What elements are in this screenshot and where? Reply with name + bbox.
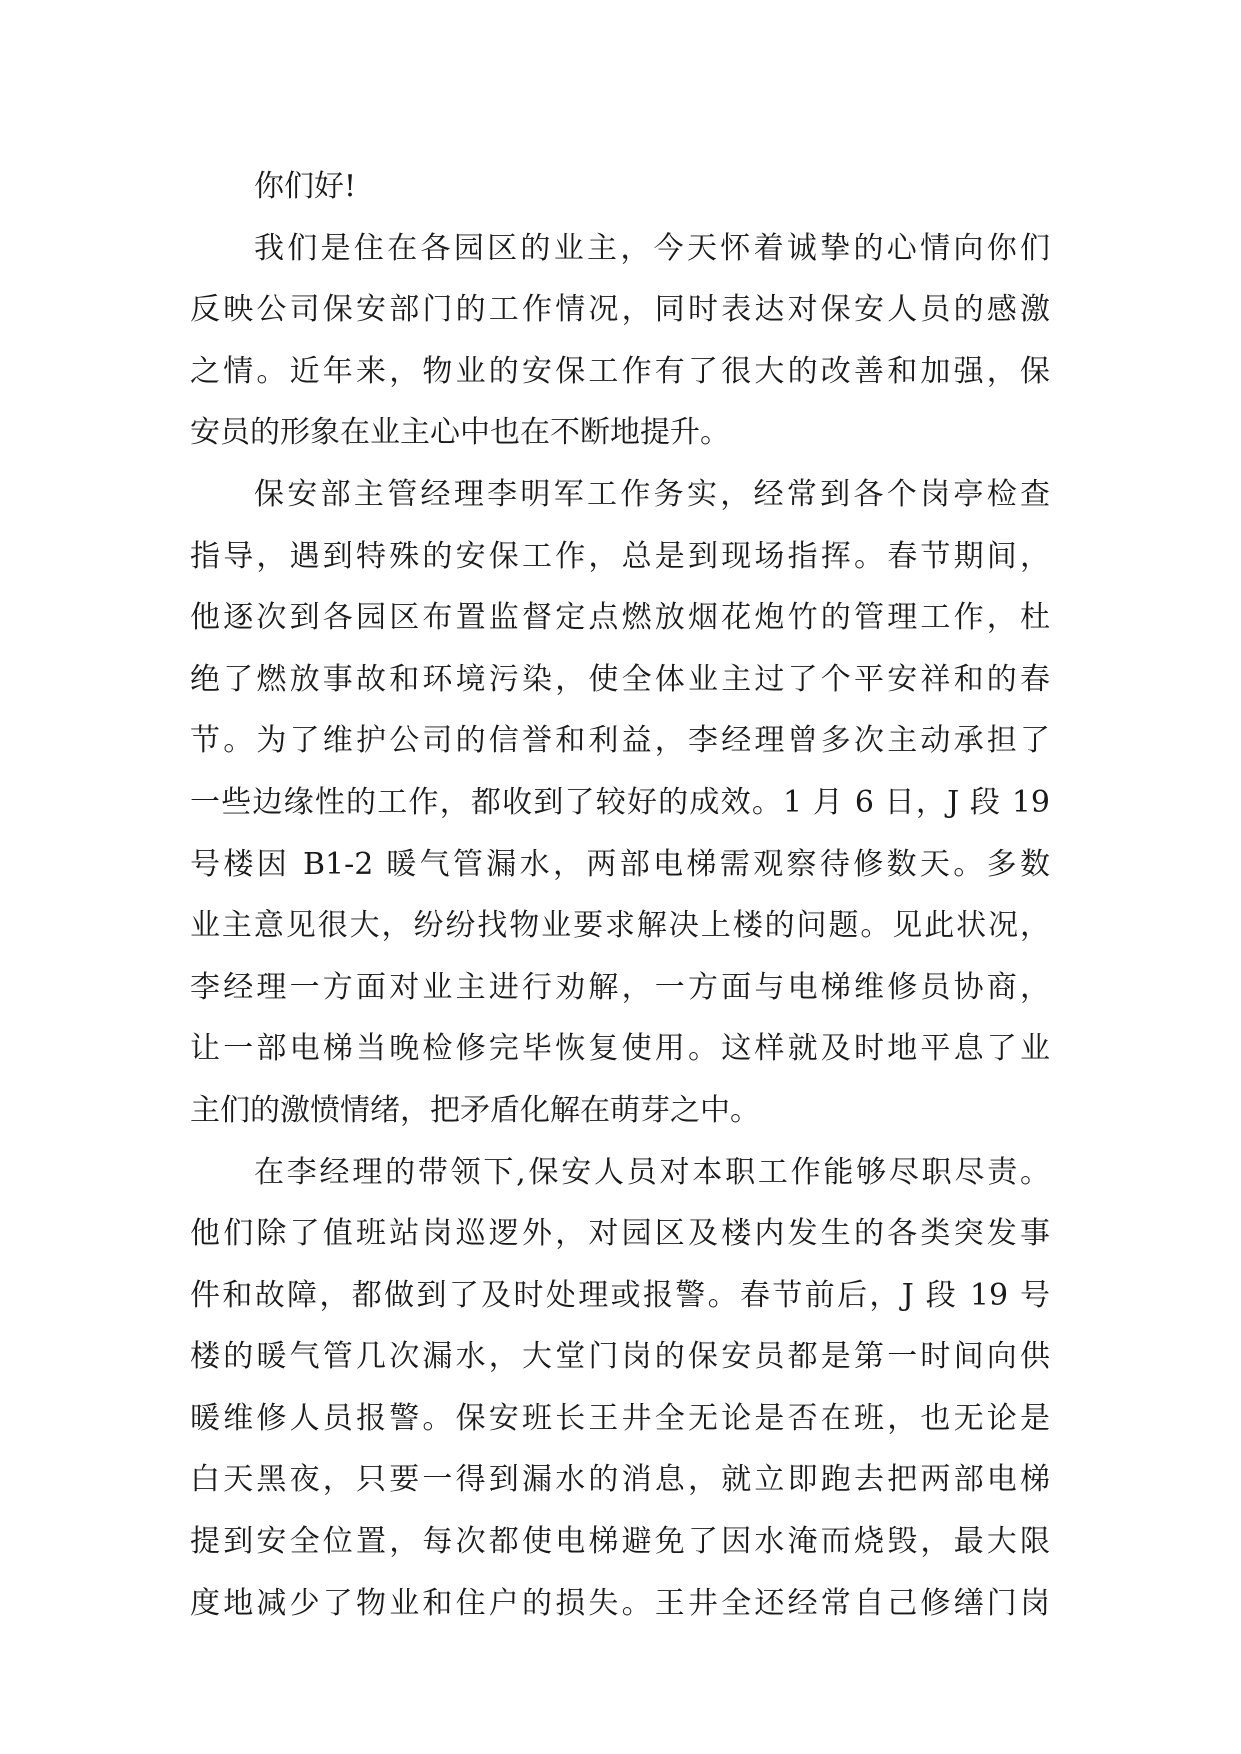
paragraph-line: 李经理一方面对业主进行劝解，一方面与电梯维修员协商， (190, 969, 1050, 1005)
paragraph-line: 暖维修人员报警。保安班长王井全无论是否在班，也无论是 (190, 1400, 1050, 1436)
paragraph-line: 件和故障，都做到了及时处理或报警。春节前后，J 段 19 号 (190, 1277, 1050, 1313)
paragraph-line: 之情。近年来，物业的安保工作有了很大的改善和加强，保 (190, 353, 1050, 389)
paragraph-line: 在李经理的带领下,保安人员对本职工作能够尽职尽责。 (254, 1154, 1050, 1190)
paragraph-line: 反映公司保安部门的工作情况，同时表达对保安人员的感激 (190, 292, 1050, 328)
paragraph-line: 指导，遇到特殊的安保工作，总是到现场指挥。春节期间， (190, 538, 1050, 574)
paragraph-line: 我们是住在各园区的业主，今天怀着诚挚的心情向你们 (254, 230, 1050, 266)
paragraph-line: 度地减少了物业和住户的损失。王井全还经常自己修缮门岗 (190, 1585, 1050, 1621)
paragraph-line: 提到安全位置，每次都使电梯避免了因水淹而烧毁，最大限 (190, 1524, 1050, 1560)
paragraph-line: 业主意见很大，纷纷找物业要求解决上楼的问题。见此状况， (190, 908, 1050, 944)
letter-body (190, 156, 1050, 1634)
paragraph-line: 让一部电梯当晚检修完毕恢复使用。这样就及时地平息了业 (190, 1031, 1050, 1067)
paragraph-line: 主们的激愤情绪，把矛盾化解在萌芽之中。 (190, 1092, 760, 1128)
paragraph-line: 绝了燃放事故和环境污染，使全体业主过了个平安祥和的春 (190, 661, 1050, 697)
paragraph-line: 保安部主管经理李明军工作务实，经常到各个岗亭检查 (254, 476, 1050, 512)
paragraph-3 (190, 1142, 1050, 1635)
paragraph-line: 他逐次到各园区布置监督定点燃放烟花炮竹的管理工作，杜 (190, 600, 1050, 636)
paragraph-line: 楼的暖气管几次漏水，大堂门岗的保安员都是第一时间向供 (190, 1339, 1050, 1375)
paragraph-line: 白天黑夜，只要一得到漏水的消息，就立即跑去把两部电梯 (190, 1462, 1050, 1498)
paragraph-line: 号楼因 B1-2 暖气管漏水，两部电梯需观察待修数天。多数 (190, 846, 1050, 882)
paragraph-line: 他们除了值班站岗巡逻外，对园区及楼内发生的各类突发事 (190, 1216, 1050, 1252)
paragraph-line: 一些边缘性的工作，都收到了较好的成效。1 月 6 日，J 段 19 (190, 784, 1050, 820)
paragraph-line: 节。为了维护公司的信誉和利益，李经理曾多次主动承担了 (190, 723, 1050, 759)
greeting: 你们好! (254, 169, 357, 204)
paragraph-2 (190, 464, 1050, 1142)
paragraph-1 (190, 218, 1050, 464)
paragraph-line: 安员的形象在业主心中也在不断地提升。 (190, 415, 730, 451)
